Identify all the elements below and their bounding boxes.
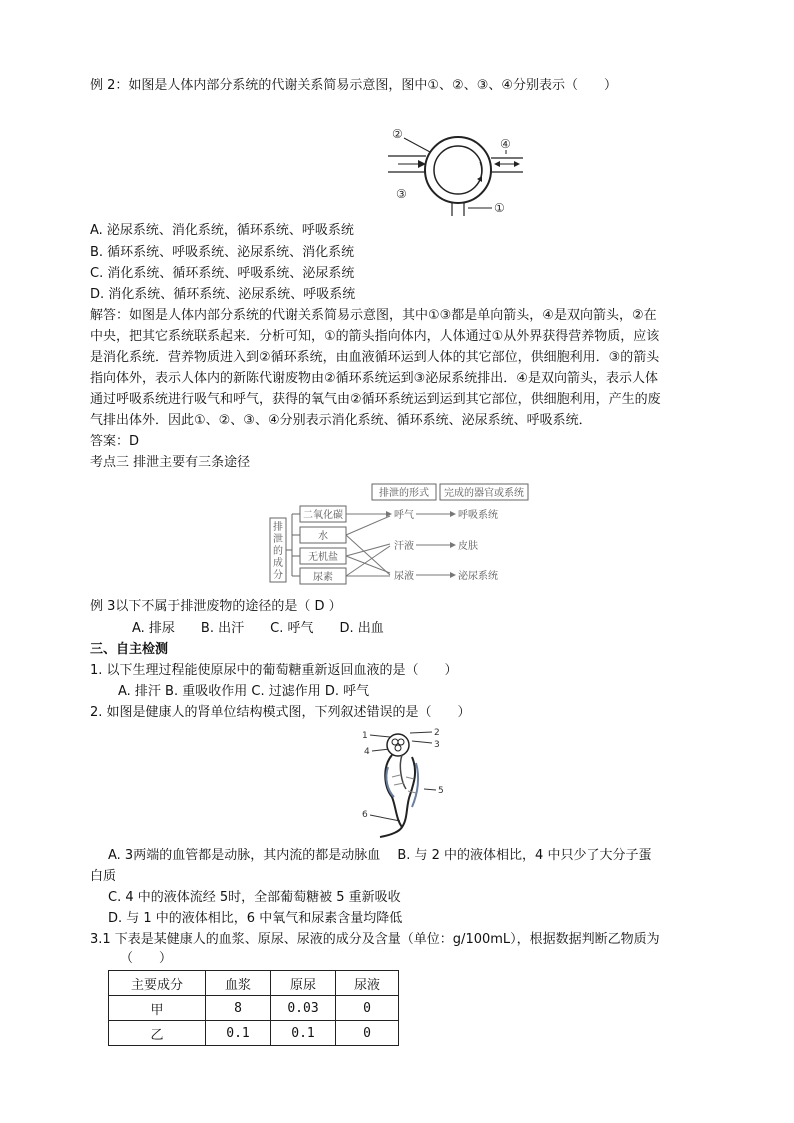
example2-option-a: A. 泌尿系统、消化系统，循环系统、呼吸系统 (90, 223, 354, 238)
analysis-line-4: 指向体外，表示人体内的新陈代谢废物由②循环系统运到③泌尿系统排出．④是双向箭头，表示人体 (90, 371, 658, 386)
nephron-diagram (362, 727, 452, 839)
component-salt: 无机盐 (308, 552, 338, 563)
table-row (109, 1021, 399, 1046)
component-co2: 二氧化碳 (303, 510, 343, 521)
header-urine: 尿液 (336, 971, 399, 996)
component-urea: 尿素 (313, 572, 333, 583)
header-organ: 完成的器官或系统 (444, 488, 524, 499)
example3-question: 例 3以下不属于排泄废物的途径的是（ D ） (90, 599, 342, 614)
nephron-label-6: 6 (362, 810, 368, 820)
nephron-label-2: 2 (434, 728, 440, 738)
q1-question: 1. 以下生理过程能使原尿中的葡萄糖重新返回血液的是（ ） (90, 663, 458, 678)
nephron-label-1: 1 (362, 731, 368, 741)
form-sweat: 汗液 (394, 541, 414, 552)
table-cell: 甲 (109, 996, 206, 1021)
table-cell: 0.03 (271, 996, 336, 1021)
header-primary-urine: 原尿 (271, 971, 336, 996)
q31-question: 3.1 下表是某健康人的血浆、原尿、尿液的成分及含量（单位：g/100mL），根据数据判断乙物质为 (90, 932, 660, 947)
table-cell: 8 (206, 996, 271, 1021)
q1-options: A. 排汗 B. 重吸收作用 C. 过滤作用 D. 呼气 (118, 684, 370, 699)
composition-table (108, 970, 399, 1046)
table-cell: 乙 (109, 1021, 206, 1046)
side-char-3: 的 (273, 546, 283, 557)
table-cell: 0.1 (271, 1021, 336, 1046)
table-cell: 0 (336, 1021, 399, 1046)
analysis-line-6: 气排出体外．因此①、②、③、④分别表示消化系统、循环系统、泌尿系统、呼吸系统． (90, 413, 592, 428)
example2-option-b: B. 循环系统、呼吸系统、泌尿系统、消化系统 (90, 245, 355, 260)
analysis-line-1: 解答：如图是人体内部分系统的代谢关系简易示意图，其中①③都是单向箭头，④是双向箭头，②在 (90, 308, 657, 323)
q31-blank: （ ） (120, 951, 173, 966)
label-4: ④ (500, 137, 511, 151)
side-char-1: 排 (273, 522, 283, 533)
table-header-row (109, 971, 399, 996)
analysis-line-5: 通过呼吸系统进行吸气和呼气，获得的氧气由②循环系统运到运到其它部位，供细胞利用，产生的废 (90, 392, 661, 407)
label-3: ③ (396, 187, 407, 201)
header-form: 排泄的形式 (379, 488, 429, 499)
kaodian3-title: 考点三 排泄主要有三条途径 (90, 455, 251, 470)
label-2: ② (392, 127, 403, 141)
organ-skin: 皮肤 (458, 541, 478, 552)
form-exhale: 呼气 (394, 510, 414, 521)
q2-option-c: C. 4 中的液体流经 5时，全部葡萄糖被 5 重新吸收 (108, 890, 401, 905)
organ-respiratory: 呼吸系统 (458, 510, 498, 521)
nephron-label-3: 3 (434, 740, 440, 750)
answer: 答案：D (90, 434, 140, 449)
label-1: ① (494, 201, 505, 215)
nephron-label-5: 5 (438, 786, 444, 796)
side-char-4: 成 (273, 558, 283, 569)
q2-option-a-b: A. 3两端的血管都是动脉，其内流的都是动脉血 B. 与 2 中的液体相比，4 中只少了大分子蛋 (108, 848, 652, 863)
form-urine: 尿液 (394, 571, 414, 582)
analysis-line-2: 中央，把其它系统联系起来．分析可知，①的箭头指向体内，人体通过①从外界获得营养物质，应该 (90, 329, 660, 344)
q2-question: 2. 如图是健康人的肾单位结构模式图，下列叙述错误的是（ ） (90, 705, 471, 720)
side-char-2: 泄 (273, 534, 283, 545)
example2-question: 例 2：如图是人体内部分系统的代谢关系简易示意图，图中①、②、③、④分别表示（ ） (90, 78, 618, 93)
organ-urinary: 泌尿系统 (458, 571, 498, 582)
header-component: 主要成分 (109, 971, 206, 996)
metabolism-diagram (388, 124, 533, 216)
excretion-diagram (268, 480, 530, 588)
table-cell: 0 (336, 996, 399, 1021)
table-row (109, 996, 399, 1021)
q2-option-d: D. 与 1 中的液体相比，6 中氧气和尿素含量均降低 (108, 911, 403, 926)
side-char-5: 分 (273, 570, 283, 581)
nephron-label-4: 4 (364, 747, 370, 757)
component-water: 水 (318, 531, 328, 542)
example2-option-d: D. 消化系统、循环系统、泌尿系统、呼吸系统 (90, 287, 356, 302)
analysis-line-3: 是消化系统．营养物质进入到②循环系统，由血液循环运到人体的其它部位，供细胞利用．③的箭头 (90, 350, 660, 365)
section3-title: 三、自主检测 (90, 642, 169, 657)
example2-option-c: C. 消化系统、循环系统、呼吸系统、泌尿系统 (90, 266, 355, 281)
header-plasma: 血浆 (206, 971, 271, 996)
table-cell: 0.1 (206, 1021, 271, 1046)
q2-option-b-cont: 白质 (90, 869, 117, 884)
example3-options: A. 排尿 B. 出汗 C. 呼气 D. 出血 (132, 621, 384, 636)
